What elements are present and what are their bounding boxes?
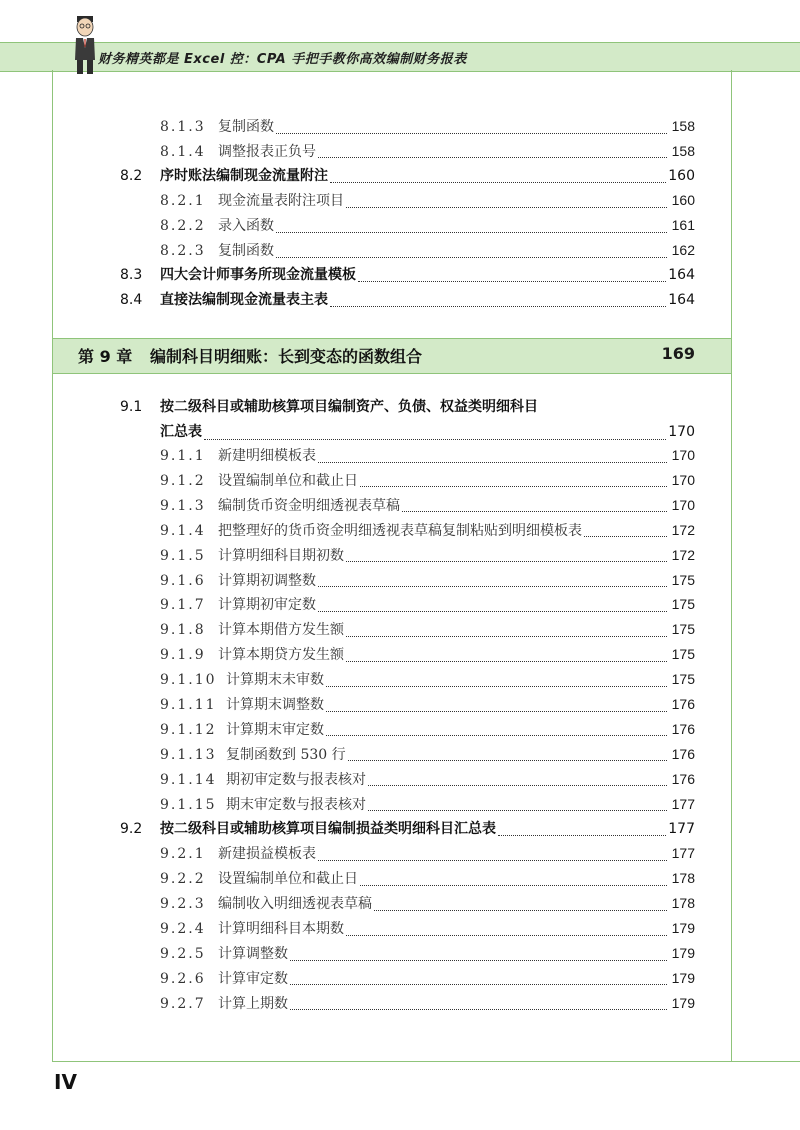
- toc-entry[interactable]: [160, 718, 695, 740]
- toc-entry-title: 设置编制单位和截止日: [218, 871, 358, 888]
- toc-entry-title: 复制函数到 530 行: [226, 746, 346, 763]
- toc-entry-title: 调整报表正负号: [218, 143, 316, 160]
- toc-entry[interactable]: [120, 264, 695, 286]
- toc-entry-title: 期末审定数与报表核对: [226, 796, 366, 813]
- toc-entry[interactable]: [160, 643, 695, 665]
- toc-entry-title: 计算上期数: [218, 995, 288, 1012]
- leader-dots: [498, 827, 666, 836]
- leader-dots: [318, 852, 667, 861]
- toc-entry-number: 9.1.3: [160, 497, 206, 514]
- toc-entry-title: 把整理好的货币资金明细透视表草稿复制粘贴到明细模板表: [218, 522, 582, 539]
- toc-entry-number: 9.1.11: [160, 697, 217, 713]
- toc-entry-page: 160: [671, 192, 695, 209]
- toc-entry[interactable]: [160, 444, 695, 466]
- toc-entry-title: 按二级科目或辅助核算项目编制损益类明细科目汇总表: [160, 820, 496, 837]
- leader-dots: [368, 777, 667, 786]
- leader-dots: [318, 603, 667, 612]
- toc-entry-title: 按二级科目或辅助核算项目编制资产、负债、权益类明细科目: [160, 399, 538, 415]
- toc-entry-title: 四大会计师事务所现金流量模板: [160, 266, 356, 283]
- toc-entry[interactable]: [160, 189, 695, 211]
- toc-entry-page: 170: [671, 496, 695, 513]
- toc-entry-page: 175: [671, 671, 695, 688]
- toc-entry-number: 9.1.9: [160, 647, 206, 664]
- toc-entry-number: 9.1.1: [160, 448, 206, 464]
- toc-entry-title: 计算明细科目期初数: [218, 547, 344, 564]
- toc-entry[interactable]: [120, 818, 695, 840]
- chapter-heading[interactable]: [78, 344, 422, 367]
- toc-entry-title: 计算本期借方发生额: [218, 622, 344, 639]
- leader-dots: [326, 727, 667, 736]
- toc-entry-number: 9.2.5: [160, 946, 206, 962]
- toc-entry-number: 9.2.1: [160, 846, 206, 863]
- toc-entry-number: 8.1.3: [160, 119, 206, 135]
- toc-entry-page: 161: [671, 217, 695, 234]
- leader-dots: [346, 553, 667, 562]
- leader-dots: [360, 478, 667, 487]
- toc-entry-number: 8.4: [120, 291, 143, 308]
- toc-entry-page: 179: [671, 994, 695, 1011]
- toc-entry-page: 172: [671, 521, 695, 538]
- toc-entry-number: 9.1.13: [160, 746, 217, 763]
- toc-entry-page: 176: [671, 696, 695, 712]
- toc-entry-page: 177: [671, 845, 695, 862]
- leader-dots: [276, 249, 667, 258]
- toc-entry-page: 178: [671, 870, 695, 887]
- toc-entry-number: 8.2.1: [160, 193, 206, 210]
- leader-dots: [318, 454, 667, 463]
- toc-entry-title: 计算期初审定数: [218, 597, 316, 614]
- toc-entry[interactable]: [160, 239, 695, 261]
- leader-dots: [318, 149, 667, 158]
- toc-entry-title: 复制函数: [218, 243, 274, 259]
- toc-entry-number: 9.1.12: [160, 721, 217, 738]
- toc-entry-page: 177: [671, 795, 695, 812]
- toc-entry-number: 9.1.14: [160, 771, 217, 788]
- toc-entry-title: 期初审定数与报表核对: [226, 771, 366, 788]
- leader-dots: [290, 976, 667, 985]
- toc-entry[interactable]: [160, 992, 695, 1014]
- toc-entry-title: 编制收入明细透视表草稿: [218, 896, 372, 913]
- toc-entry-page: 170: [671, 471, 695, 488]
- toc-entry-page: 176: [671, 770, 695, 787]
- leader-dots: [330, 298, 666, 307]
- toc-entry-page: 160: [668, 167, 695, 184]
- toc-entry-title: 计算期末未审数: [226, 672, 324, 689]
- toc-entry-title: 计算期初调整数: [218, 572, 316, 589]
- leader-dots: [290, 1001, 667, 1010]
- toc-entry-title: 新建明细模板表: [218, 448, 316, 464]
- leader-dots: [346, 927, 667, 936]
- toc-entry-page: 176: [671, 745, 695, 762]
- leader-dots: [584, 528, 667, 537]
- toc-entry-number: 9.2.4: [160, 921, 206, 938]
- toc-entry[interactable]: [160, 917, 695, 939]
- toc-entry-title: 序时账法编制现金流量附注: [160, 167, 328, 184]
- leader-dots: [290, 952, 667, 961]
- toc-entry-number: 9.2.6: [160, 970, 206, 987]
- toc-entry[interactable]: [160, 519, 695, 541]
- toc-entry-page: 170: [671, 447, 695, 463]
- chapter-number: 第 9 章: [78, 347, 133, 366]
- leader-dots: [358, 273, 666, 282]
- toc-entry[interactable]: [160, 967, 695, 989]
- toc-entry-number: 9.2.3: [160, 896, 206, 913]
- toc-entry-page: 172: [671, 546, 695, 563]
- toc-entry-page: 164: [668, 266, 695, 283]
- leader-dots: [360, 877, 667, 886]
- toc-entry-number: 9.1.4: [160, 522, 206, 539]
- leader-dots: [374, 902, 667, 911]
- toc-entry-page: 175: [671, 571, 695, 588]
- leader-dots: [346, 653, 667, 662]
- toc-entry-number: 8.1.4: [160, 143, 206, 160]
- leader-dots: [330, 174, 666, 183]
- toc-entry-page: 175: [671, 596, 695, 613]
- chapter-page-number: 169: [661, 344, 695, 363]
- toc-entry-number: 8.3: [120, 266, 143, 283]
- toc-entry[interactable]: [160, 569, 695, 591]
- toc-entry-title: 设置编制单位和截止日: [218, 472, 358, 489]
- running-header-title: 财务精英都是 Excel 控：CPA 手把手教你高效编制财务报表: [98, 52, 467, 67]
- toc-entry-9-1-continued[interactable]: [160, 421, 695, 443]
- toc-entry-page: 162: [671, 242, 695, 258]
- leader-dots: [276, 125, 667, 134]
- toc-entry-page: 177: [668, 820, 695, 837]
- leader-dots: [318, 578, 667, 587]
- toc-entry-title: 计算明细科目本期数: [218, 921, 344, 938]
- page-number: IV: [54, 1070, 77, 1094]
- toc-entry-number: 9.2: [120, 820, 143, 837]
- toc-entry-page: 175: [671, 621, 695, 638]
- toc-entry[interactable]: [160, 668, 695, 690]
- toc-entry-page: 158: [671, 142, 695, 159]
- toc-entry-number: 8.2: [120, 167, 143, 184]
- toc-entry[interactable]: [160, 618, 695, 640]
- leader-dots: [204, 431, 666, 440]
- toc-entry-title: 直接法编制现金流量表主表: [160, 291, 328, 308]
- page-frame-right: [731, 70, 732, 1062]
- mascot-icon: [72, 14, 98, 76]
- toc-entry[interactable]: [160, 214, 695, 236]
- toc-entry-number: 9.1.6: [160, 572, 206, 589]
- toc-entry[interactable]: [160, 494, 695, 516]
- toc-entry-page: 179: [671, 969, 695, 986]
- toc-entry-number: 9.2.7: [160, 995, 206, 1012]
- toc-entry[interactable]: [160, 544, 695, 566]
- leader-dots: [402, 503, 667, 512]
- toc-entry-title: 计算本期贷方发生额: [218, 647, 344, 664]
- toc-entry[interactable]: [160, 140, 695, 162]
- leader-dots: [326, 678, 667, 687]
- toc-entry-title: 编制货币资金明细透视表草稿: [218, 497, 400, 514]
- toc-entry[interactable]: [160, 793, 695, 815]
- toc-entry-page: 164: [668, 291, 695, 308]
- toc-entry-number: 9.1.10: [160, 672, 217, 689]
- leader-dots: [276, 224, 667, 233]
- toc-entry[interactable]: [160, 892, 695, 914]
- toc-entry-title: 计算期末调整数: [226, 697, 324, 713]
- toc-entry-number: 9.1.7: [160, 597, 206, 614]
- toc-entry-page: 175: [671, 646, 695, 663]
- toc-entry[interactable]: [160, 593, 695, 615]
- toc-entry[interactable]: [160, 115, 695, 137]
- toc-entry-title-continued: 汇总表: [160, 424, 202, 440]
- toc-entry-title: 复制函数: [218, 119, 274, 135]
- toc-entry-title: 现金流量表附注项目: [218, 193, 344, 210]
- toc-entry[interactable]: [160, 867, 695, 889]
- leader-dots: [346, 199, 667, 208]
- toc-entry[interactable]: [160, 469, 695, 491]
- chapter-title: 编制科目明细账：长到变态的函数组合: [150, 347, 423, 366]
- toc-entry-number: 8.2.3: [160, 243, 206, 259]
- page-frame-bottom: [52, 1061, 800, 1062]
- toc-entry-page: 178: [671, 895, 695, 912]
- toc-entry-page: 176: [671, 720, 695, 737]
- toc-entry-number: 9.1.5: [160, 547, 206, 564]
- toc-entry[interactable]: [160, 942, 695, 964]
- toc-entry-number: 9.2.2: [160, 871, 206, 888]
- toc-entry-title: 计算调整数: [218, 946, 288, 962]
- leader-dots: [326, 703, 667, 712]
- toc-entry[interactable]: [160, 693, 695, 715]
- toc-entry-page: 158: [671, 118, 695, 134]
- leader-dots: [346, 628, 667, 637]
- toc-entry-number: 8.2.2: [160, 218, 206, 235]
- toc-entry[interactable]: [120, 289, 695, 311]
- toc-entry-9-1[interactable]: [120, 396, 695, 418]
- toc-entry-title: 录入函数: [218, 218, 274, 235]
- toc-entry-page: 179: [671, 945, 695, 961]
- toc-entry-number: 9.1.15: [160, 796, 217, 813]
- toc-entry[interactable]: [160, 842, 695, 864]
- toc-entry[interactable]: [160, 768, 695, 790]
- leader-dots: [368, 802, 667, 811]
- leader-dots: [348, 752, 667, 761]
- toc-entry[interactable]: [120, 165, 695, 187]
- toc-entry-number: 9.1.8: [160, 622, 206, 639]
- toc-entry-number: 9.1.2: [160, 472, 206, 489]
- toc-entry-page: 179: [671, 920, 695, 937]
- toc-entry-number: 9.1: [120, 399, 143, 415]
- toc-entry-title: 计算期末审定数: [226, 721, 324, 738]
- toc-entry[interactable]: [160, 743, 695, 765]
- page-frame-left: [52, 70, 53, 1062]
- toc-entry-title: 新建损益模板表: [218, 846, 316, 863]
- toc-entry-title: 计算审定数: [218, 970, 288, 987]
- toc-entry-page: 170: [668, 424, 695, 440]
